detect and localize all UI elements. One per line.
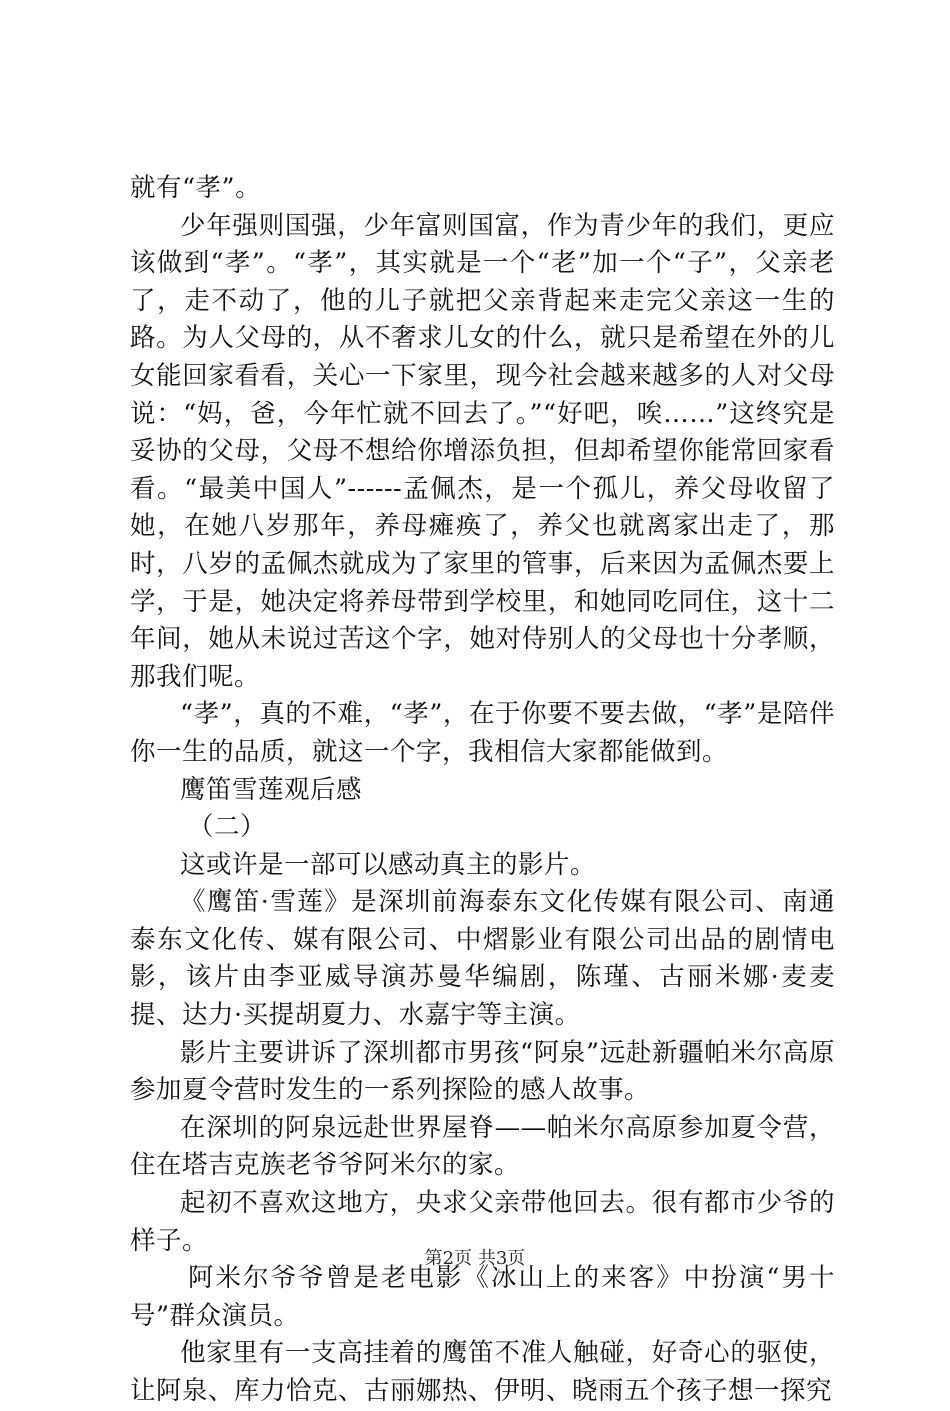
essay-title: 鹰笛雪莲观后感 — [180, 774, 363, 805]
paragraph-filial-piety: 少年强则国强，少年富则国富，作为青少年的我们，更应该做到“孝”。“孝”，其实就是一个“老”加一个“子”，父亲老了，走不动了，他的儿子就把父亲背起来走完父亲这一生的路。为人父母的，从不奢求儿女的什么，就只是希望在外的儿女能回家看看，关心一下家里，现今社会越来越多的人对父母说：“妈，爸，今年忙就不回去了。”“好吧，唉……”这终究是妥协的父母，父母不想给你增添负担，但却希望你能常回家看看。“最美中国人”------孟佩杰，是一个孤儿，养父母收留了她，在她八岁那年，养母瘫痪了，养父也就离家出走了，那时，八岁的孟佩杰就成为了家里的管事，后来因为孟佩杰要上学，于是，她决定将养母带到学校里，和她同吃同住，这十二年间，她从未说过苦这个字，她对侍别人的父母也十分孝顺，那我们呢。 — [130, 210, 835, 692]
paragraph-eagle-flute: 他家里有一支高挂着的鹰笛不准人触碰，好奇心的驱使，让阿泉、库力恰克、古丽娜热、伊明、晓雨五个孩子想一探究 — [130, 1338, 835, 1406]
paragraph-conclusion: “孝”，真的不难，“孝”，在于你要不要去做，“孝”是陪伴你一生的品质，就这一个字，我相信大家都能做到。 — [130, 699, 835, 767]
page-number-footer: 第2页 共3页 — [424, 1248, 526, 1269]
paragraph-continuation: 就有“孝”。 — [130, 173, 262, 203]
document-body — [130, 170, 835, 1411]
paragraph-film-credits: 《鹰笛·雪莲》是深圳前海泰东文化传媒有限公司、南通泰东文化传、媒有限公司、中熠影业有限公司出品的剧情电影，该片由李亚威导演苏曼华编剧，陈瑾、古丽米娜·麦麦提、达力·买提胡夏力、水嘉宇等主演。 — [130, 887, 835, 1031]
paragraph-intro: 这或许是一部可以感动真主的影片。 — [180, 849, 597, 880]
paragraph-film-summary: 影片主要讲诉了深圳都市男孩“阿泉”远赴新疆帕米尔高原参加夏令营时发生的一系列探险的感人故事。 — [130, 1037, 835, 1106]
paragraph-first-impression: 起初不喜欢这地方，央求父亲带他回去。很有都市少爷的样子。 — [130, 1188, 835, 1256]
paragraph-amir-background: 阿米尔爷爷曾是老电影《冰山上的来客》中扮演“男十号”群众演员。 — [130, 1263, 835, 1331]
paragraph-setting: 在深圳的阿泉远赴世界屋脊——帕米尔高原参加夏令营，住在塔吉克族老爷爷阿米尔的家。 — [130, 1112, 835, 1181]
essay-section-number: （二） — [188, 812, 267, 843]
